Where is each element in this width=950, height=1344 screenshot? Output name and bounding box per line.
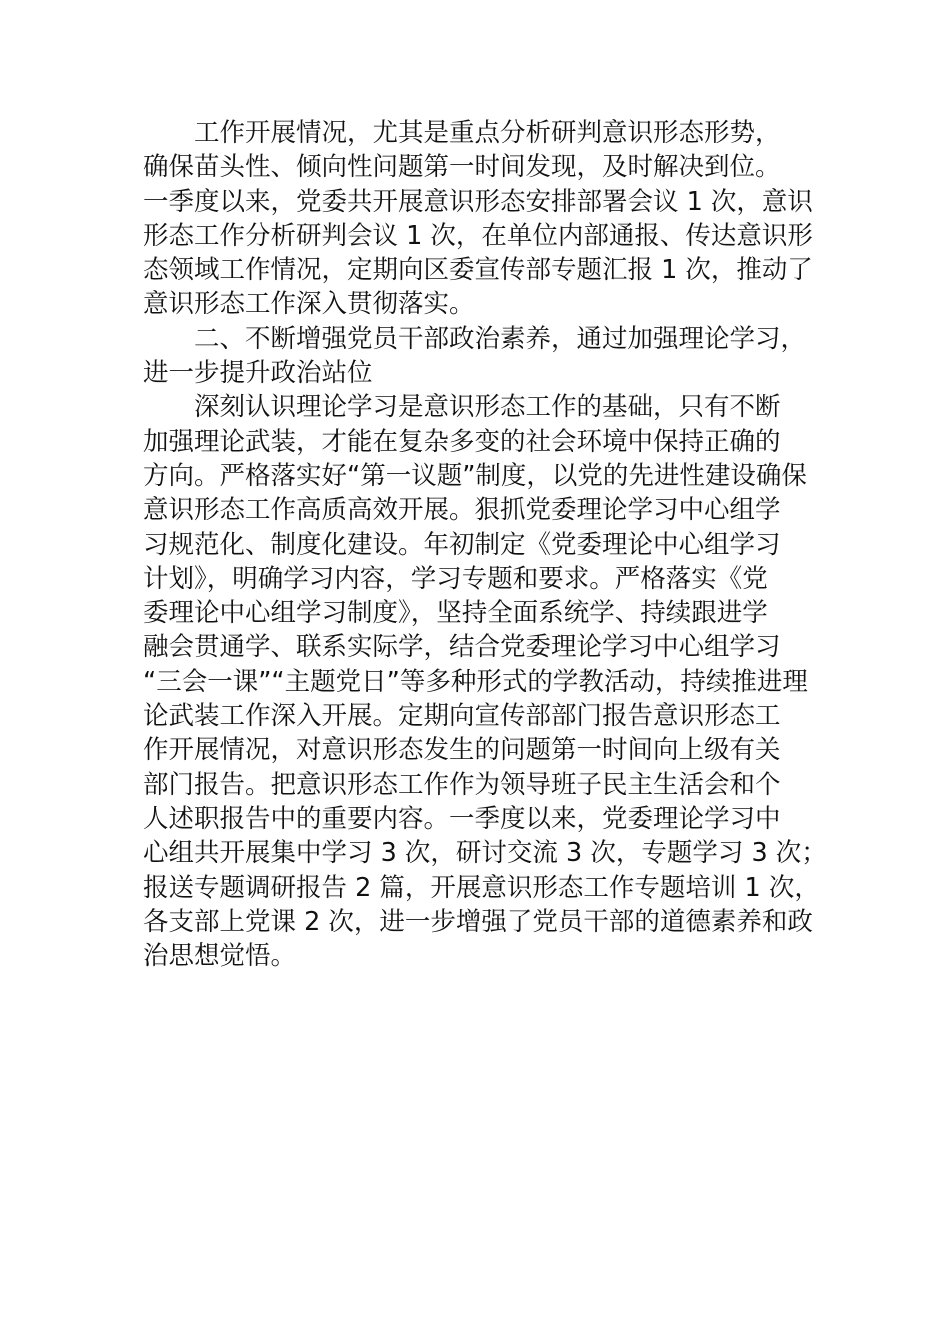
paragraph-work-summary	[143, 116, 813, 322]
text-line: 融会贯通学、联系实际学，结合党委理论学习中心组学习	[143, 632, 781, 663]
text-line: 心组共开展集中学习 3 次，研讨交流 3 次，专题学习 3 次；	[143, 838, 827, 869]
heading-line: 二、不断增强党员干部政治素养，通过加强理论学习，	[143, 323, 807, 354]
text-line: 形态工作分析研判会议 1 次，在单位内部通报、传达意识形	[143, 220, 813, 251]
text-line: 态领域工作情况，定期向区委宣传部专题汇报 1 次，推动了	[143, 255, 813, 286]
paragraph-theory-study	[143, 390, 827, 973]
text-line: 人述职报告中的重要内容。一季度以来，党委理论学习中	[143, 803, 781, 834]
text-line: 确保苗头性、倾向性问题第一时间发现，及时解决到位。	[143, 152, 781, 183]
text-line: 一季度以来，党委共开展意识形态安排部署会议 1 次，意识	[143, 186, 813, 217]
text-line: 深刻认识理论学习是意识形态工作的基础，只有不断	[143, 392, 781, 423]
text-line: 方向。严格落实好“第一议题”制度，以党的先进性建设确保	[143, 460, 807, 491]
text-line: 论武装工作深入开展。定期向宣传部部门报告意识形态工	[143, 701, 781, 732]
text-line: 报送专题调研报告 2 篇，开展意识形态工作专题培训 1 次，	[143, 872, 820, 903]
text-line: 委理论中心组学习制度》，坚持全面系统学、持续跟进学	[143, 598, 768, 629]
text-line: 各支部上党课 2 次，进一步增强了党员干部的道德素养和政	[143, 906, 813, 937]
text-line: 习规范化、制度化建设。年初制定《党委理论中心组学习	[143, 529, 781, 560]
text-line: 加强理论武装，才能在复杂多变的社会环境中保持正确的	[143, 426, 781, 457]
text-line: 治思想觉悟。	[143, 941, 297, 972]
text-line: 工作开展情况，尤其是重点分析研判意识形态形势，	[143, 118, 781, 148]
text-line: 部门报告。把意识形态工作作为领导班子民主生活会和个	[143, 769, 781, 800]
section-heading	[143, 322, 808, 391]
text-line: 意识形态工作深入贯彻落实。	[143, 289, 475, 320]
document-body	[143, 116, 827, 973]
text-line: 作开展情况，对意识形态发生的问题第一时间向上级有关	[143, 735, 781, 766]
text-line: “三会一课”“主题党日”等多种形式的学教活动，持续推进理	[143, 666, 808, 697]
heading-line: 进一步提升政治站位	[143, 358, 373, 389]
text-line: 意识形态工作高质高效开展。狠抓党委理论学习中心组学	[143, 495, 781, 526]
text-line: 计划》，明确学习内容，学习专题和要求。严格落实《党	[143, 563, 768, 594]
